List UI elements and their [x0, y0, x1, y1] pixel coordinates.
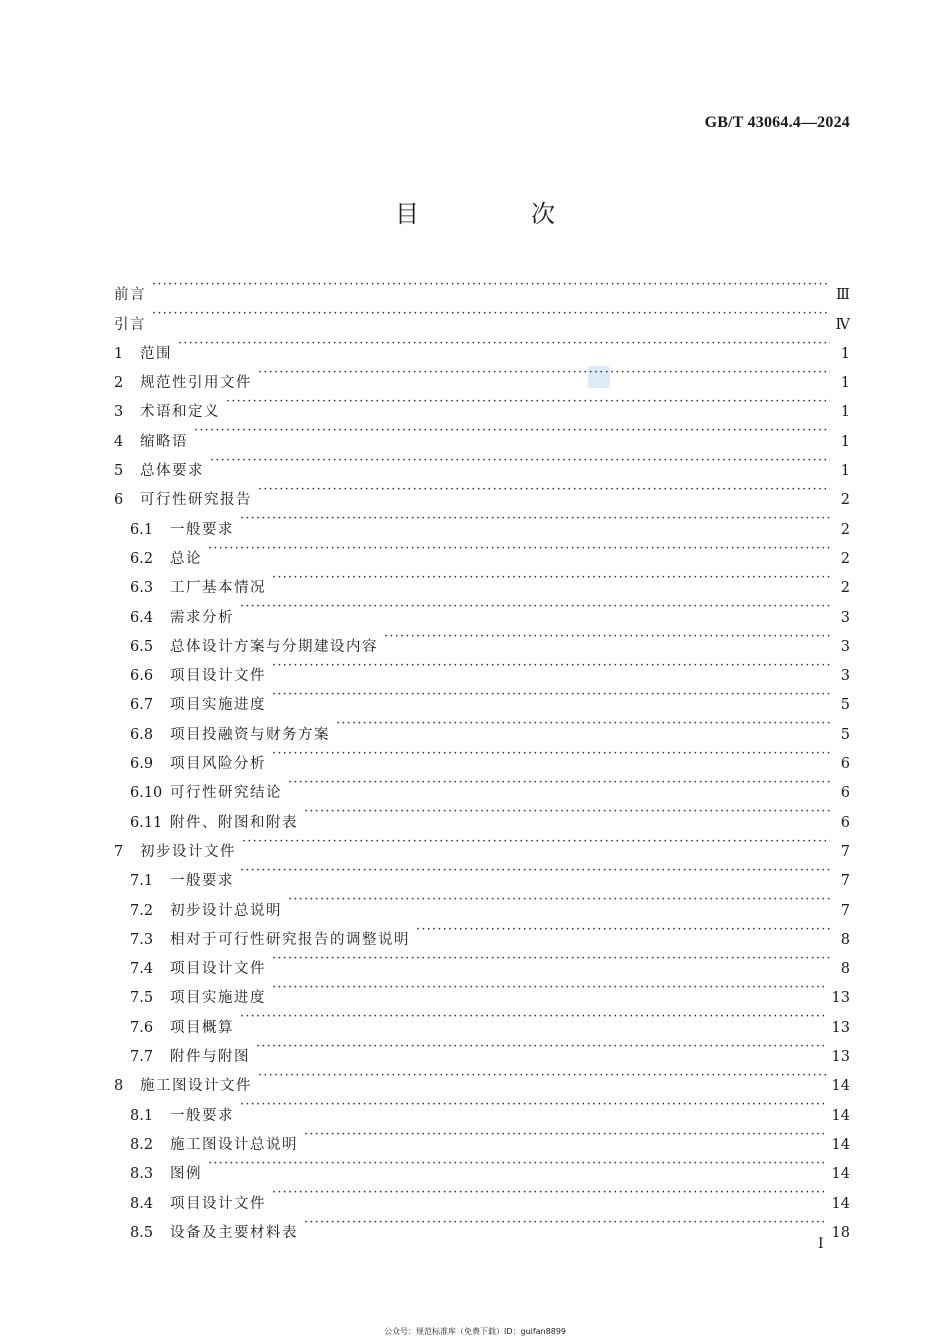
- toc-entry-page: 6: [840, 785, 850, 802]
- toc-entry-number: 6.9: [130, 756, 154, 773]
- toc-entry-page: 14: [831, 1136, 850, 1153]
- toc-entry-number: 7: [114, 843, 124, 860]
- toc-entry-page: 6: [840, 756, 850, 773]
- toc-entry-page: Ⅳ: [835, 316, 850, 333]
- toc-entry-page: 2: [840, 580, 850, 597]
- toc-entry-number: 8.4: [130, 1195, 154, 1212]
- toc-dot-leader: [226, 387, 830, 416]
- toc-entry-label: 引言: [114, 316, 146, 333]
- toc-entry-page: 13: [831, 1049, 850, 1066]
- toc-entry-number: 3: [114, 404, 124, 421]
- toc-entry-label: 图例: [170, 1166, 202, 1183]
- toc-entry-number: 5: [114, 463, 124, 480]
- toc-entry-page: 13: [831, 990, 850, 1007]
- toc-entry-label: 相对于可行性研究报告的调整说明: [170, 931, 410, 948]
- toc-entry-label: 项目设计文件: [170, 1195, 266, 1212]
- toc-entry-page: 14: [831, 1166, 850, 1183]
- toc-entry-label: 初步设计文件: [140, 843, 236, 860]
- toc-dot-leader: [416, 915, 830, 944]
- toc-entry-label: 初步设计总说明: [170, 902, 282, 919]
- toc-entry-number: 7.6: [130, 1019, 154, 1036]
- toc-entry-label: 规范性引用文件: [140, 375, 252, 392]
- toc-entry[interactable]: [114, 1149, 850, 1183]
- toc-entry-page: Ⅲ: [836, 287, 850, 304]
- toc-entry-label: 项目设计文件: [170, 668, 266, 685]
- toc-entry-label: 项目风险分析: [170, 756, 266, 773]
- toc-dot-leader: [288, 768, 830, 797]
- toc-entry-page: 14: [831, 1078, 850, 1095]
- toc-entry-number: 7.2: [130, 902, 154, 919]
- toc-dot-leader: [258, 1061, 826, 1090]
- toc-dot-leader: [210, 446, 830, 475]
- toc-entry-label: 项目概算: [170, 1019, 234, 1036]
- toc-entry-label: 可行性研究报告: [140, 492, 252, 509]
- toc-entry-number: 6.1: [130, 521, 154, 538]
- toc-dot-leader: [240, 1002, 826, 1031]
- toc-entry-label: 施工图设计文件: [140, 1078, 252, 1095]
- toc-entry[interactable]: [114, 475, 850, 509]
- toc-entry-label: 项目实施进度: [170, 697, 266, 714]
- toc-entry[interactable]: [114, 358, 850, 392]
- toc-entry-page: 2: [840, 492, 850, 509]
- toc-entry-number: 7.5: [130, 990, 154, 1007]
- table-of-contents: [114, 270, 850, 1241]
- toc-entry-label: 术语和定义: [140, 404, 220, 421]
- toc-entry-number: 6.8: [130, 726, 154, 743]
- toc-entry-number: 7.7: [130, 1049, 154, 1066]
- toc-entry-page: 1: [840, 375, 850, 392]
- toc-entry-label: 项目投融资与财务方案: [170, 726, 330, 743]
- toc-entry-number: 8.3: [130, 1166, 154, 1183]
- toc-entry-number: 8: [114, 1078, 124, 1095]
- toc-entry-page: 7: [840, 843, 850, 860]
- toc-dot-leader: [258, 358, 830, 387]
- toc-entry-label: 一般要求: [170, 1107, 234, 1124]
- toc-entry-label: 前言: [114, 287, 146, 304]
- toc-entry[interactable]: [114, 416, 850, 450]
- toc-entry-number: 6.6: [130, 668, 154, 685]
- toc-entry-number: 6.3: [130, 580, 154, 597]
- toc-dot-leader: [256, 1032, 826, 1061]
- toc-entry[interactable]: [114, 299, 850, 333]
- toc-entry-label: 总体要求: [140, 463, 204, 480]
- toc-entry-page: 1: [840, 345, 850, 362]
- toc-entry-page: 1: [840, 463, 850, 480]
- toc-entry-label: 一般要求: [170, 873, 234, 890]
- toc-entry-label: 需求分析: [170, 609, 234, 626]
- toc-dot-leader: [240, 504, 830, 533]
- toc-entry-label: 项目实施进度: [170, 990, 266, 1007]
- toc-dot-leader: [272, 563, 830, 592]
- toc-entry-number: 4: [114, 433, 124, 450]
- toc-dot-leader: [272, 739, 830, 768]
- toc-entry-number: 6.4: [130, 609, 154, 626]
- toc-entry-number: 7.1: [130, 873, 154, 890]
- toc-entry-page: 1: [840, 433, 850, 450]
- toc-dot-leader: [272, 973, 826, 1002]
- footer-note: 公众号：规范标准库（免费下载）ID：guifan8899: [383, 1327, 567, 1336]
- toc-entry[interactable]: [114, 534, 850, 567]
- toc-entry-page: 1: [840, 404, 850, 421]
- toc-entry-label: 范围: [140, 345, 172, 362]
- toc-entry-page: 5: [840, 697, 850, 714]
- toc-entry-page: 3: [840, 638, 850, 655]
- toc-entry-label: 工厂基本情况: [170, 580, 266, 597]
- toc-entry-page: 7: [840, 873, 850, 890]
- toc-dot-leader: [240, 592, 830, 621]
- toc-dot-leader: [240, 856, 830, 885]
- toc-entry-page: 14: [831, 1107, 850, 1124]
- toc-entry-number: 8.2: [130, 1136, 154, 1153]
- toc-entry-number: 6.11: [130, 814, 163, 831]
- toc-entry-label: 附件与附图: [170, 1049, 250, 1066]
- toc-dot-leader: [194, 416, 830, 445]
- toc-entry-page: 13: [831, 1019, 850, 1036]
- toc-dot-leader: [336, 709, 830, 738]
- toc-entry[interactable]: [114, 446, 850, 480]
- toc-entry-number: 6: [114, 492, 124, 509]
- toc-entry-label: 设备及主要材料表: [170, 1224, 298, 1241]
- toc-entry-number: 6.10: [130, 785, 163, 802]
- toc-dot-leader: [152, 270, 830, 299]
- toc-entry-page: 6: [840, 814, 850, 831]
- page-number: I: [818, 1236, 824, 1252]
- standard-code: GB/T 43064.4—2024: [704, 114, 850, 131]
- toc-entry[interactable]: [114, 1178, 850, 1212]
- toc-entry-label: 项目设计文件: [170, 961, 266, 978]
- toc-dot-leader: [304, 797, 830, 826]
- toc-dot-leader: [152, 299, 830, 328]
- toc-entry-label: 附件、附图和附表: [170, 814, 298, 831]
- toc-entry-number: 6.7: [130, 697, 154, 714]
- toc-dot-leader: [208, 534, 830, 563]
- toc-entry-number: 2: [114, 375, 124, 392]
- toc-entry-label: 施工图设计总说明: [170, 1136, 298, 1153]
- toc-entry-number: 6.5: [130, 638, 154, 655]
- toc-entry-page: 7: [840, 902, 850, 919]
- toc-entry-number: 7.4: [130, 961, 154, 978]
- toc-entry-page: 3: [840, 609, 850, 626]
- toc-entry-label: 总体设计方案与分期建设内容: [170, 638, 378, 655]
- toc-entry-page: 3: [840, 668, 850, 685]
- toc-entry-number: 1: [114, 345, 124, 362]
- toc-dot-leader: [272, 651, 830, 680]
- toc-dot-leader: [384, 622, 830, 651]
- toc-entry-number: 7.3: [130, 931, 154, 948]
- toc-dot-leader: [304, 1120, 826, 1149]
- toc-entry-label: 总论: [170, 550, 202, 567]
- toc-dot-leader: [242, 827, 830, 856]
- toc-entry-number: 8.1: [130, 1107, 154, 1124]
- toc-entry[interactable]: [114, 563, 850, 597]
- toc-dot-leader: [272, 680, 830, 709]
- toc-entry-label: 一般要求: [170, 521, 234, 538]
- toc-entry-page: 8: [840, 961, 850, 978]
- toc-entry-page: 2: [840, 521, 850, 538]
- toc-dot-leader: [272, 944, 830, 973]
- toc-entry-page: 14: [831, 1195, 850, 1212]
- toc-entry[interactable]: [114, 329, 850, 362]
- toc-dot-leader: [208, 1149, 826, 1178]
- toc-entry-page: 2: [840, 550, 850, 567]
- toc-entry-page: 5: [840, 726, 850, 743]
- toc-entry[interactable]: [114, 270, 850, 304]
- toc-dot-leader: [240, 1090, 826, 1119]
- toc-dot-leader: [258, 475, 830, 504]
- toc-entry-page: 18: [831, 1224, 850, 1241]
- toc-entry-label: 可行性研究结论: [170, 785, 282, 802]
- toc-dot-leader: [272, 1178, 826, 1207]
- toc-entry-page: 8: [840, 931, 850, 948]
- toc-dot-leader: [304, 1208, 826, 1237]
- toc-entry-number: 8.5: [130, 1224, 154, 1241]
- toc-entry-label: 缩略语: [140, 433, 188, 450]
- toc-entry-number: 6.2: [130, 550, 154, 567]
- page-title: 目 次: [395, 200, 599, 228]
- toc-dot-leader: [178, 329, 830, 358]
- toc-dot-leader: [288, 885, 830, 914]
